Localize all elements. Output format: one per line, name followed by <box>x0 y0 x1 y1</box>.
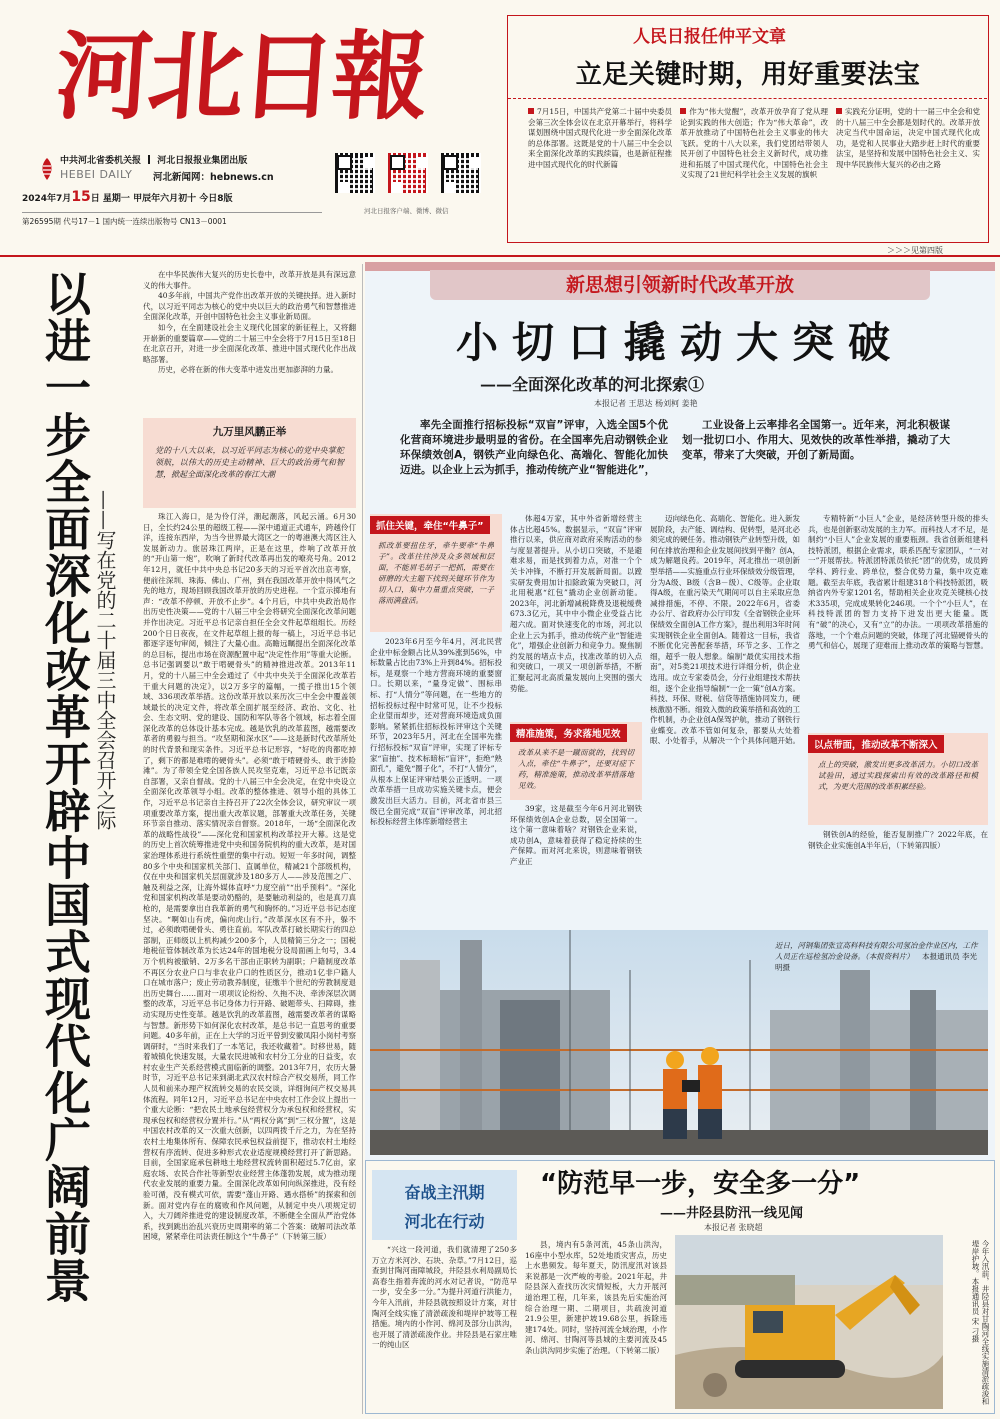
masthead-rule <box>0 255 1000 257</box>
lead-intro <box>143 270 356 416</box>
sec1-title: 抓住关键，牵住“牛鼻子” <box>370 516 490 534</box>
feature-byline: 本报记者 王思达 杨刘柯 姜艳 <box>594 399 698 408</box>
feature-col4 <box>808 514 988 730</box>
sec1-box <box>370 514 502 632</box>
flood-photo-caption: 今年入汛前，井陉县对甘陶河全线实施清淤疏浚和堤岸护坡。本报通讯员 宋 刁摄 <box>971 1240 990 1405</box>
sec2-title: 精准施策，务求落地见效 <box>510 724 627 742</box>
photo-caption-text: 近日，河钢集团张宣高科科技有限公司氢冶金作业区内，工作人员正在巡检氢冶金设备。（本报资料片） <box>775 941 978 961</box>
date-line <box>22 189 232 205</box>
website-link[interactable]: 河北新闻网：hebnews.cn <box>153 172 274 183</box>
feature-headline: 小切口撬动大突破 <box>455 318 904 367</box>
feature-col2b-text: 39家，这是截至今年6月河北钢铁环保绩效创A企业总数，居全国第一。这个第一意味着啥？对钢铁企业来说，成功创A，意味着获得了稳定持续的生产保障。而对河北来说，则意味着钢铁产业正 <box>510 804 642 866</box>
top-col3-text: 实践充分证明，党的十一届三中全会和党的十八届三中全会都是划时代的。改革开放决定当代中国命运，决定中国式现代化成功，是党和人民事业大踏步赶上时代的重要法宝，是坚持和发展中国特色社会主义、实现中华民族伟大复兴的必由之路 <box>836 107 980 169</box>
lead-headline: 以进一步全面深化改革开辟中国式现代化广阔前景 <box>38 270 92 1304</box>
lead-quote-box <box>143 418 356 508</box>
excavator-image <box>675 1235 943 1409</box>
flood-col2-text: 县，境内有5条河流，45条山洪沟，16座中小型水库，52处地质灾害点，历史上水患频发。每年夏天，防汛度汛对该县来说都是一次严峻的考验。2021年起，井陉县深入查找历次灾情短板，大力开展河道治理工程，几年来，该县先后实施治河综合治理一期、二期项目，共疏浚河道21.9公里，新建护坡19.68公里，拆除违建174处。同时，坚持河流全域治理，小作河、绵河、甘陶河等县城的主要河流及45条山洪沟同步实施了治理。（下转第二版） <box>525 1240 667 1355</box>
feature-col3-text: 迈向绿色化、高端化、智能化。进入新发展阶段，去产能、调结构、促转型，是河北必须完成的硬任务。推动钢铁产业转型升级，如何在排放治理和企业发展间找到平衡？创A，成为解题良药。2019年，河北推出一项创新型举措——实施重点行业环保绩效分级管理，分为A级、B级（含B－级）、C级等。企业取得A级，在重污染天气期间可以自主采取应急减排措施，不停、不限。2022年6月，省委办公厅、省政府办公厅印发《全省钢铁企业环保绩效全面创A工作方案》，提出利用3年时间实现钢铁企业全面创A。随着这一目标，我省不断优化完善配套举措，环节之多、工作之细，超乎一般人想象。编制“最优实用技术指南”，对5类21项技术进行详细分析，供企业选用。成立专家委员会，分行业组建技术帮扶组，逐个企业指导编制“一企一策”创A方案。科技、环保、财税、信贷等措施协同发力，硬核激励不断。细致入微的政策举措和高效的工作机制，办企业创A保驾护航，推动了钢铁行业蝶变。改革不管如何复杂，都要从大处着眼、小处着手，从解决一个个具体问题开始。 <box>650 514 800 746</box>
top-headline: 立足关键时期，用好重要法宝 <box>575 60 921 90</box>
photo-credit: 本报通讯员 李光明摄 <box>775 952 978 972</box>
sec2-box <box>510 722 642 800</box>
feature-col4b-text: 钢铁创A的经验，能否复制推广？2022年底，在钢铁企业实施创A半年后，（下转第四版） <box>808 830 988 850</box>
lead-body: 珠江入海口，是为伶仃洋，潮起潮落，风起云涌。6月30日，全长约24公里的超级工程——深中通道正式通车，跨越伶仃洋，连接东西岸，为当今世界最大湾区之一的粤港澳大湾区注入发展新动力。旅居珠江两岸，正是在这里，炸响了改革开放的“开山第一炮”，吹响了新时代改革再出发的嘹亮号角。2012年12月，就任中共中央总书记20多天的习近平首次出京考察，便前往深圳、珠海、佛山、广州，到在我国改革开放中得风气之先的地方，现场回顾我国改革开放的历史进程。一个宣示掷地有声：“改革不停顿、开放不止步”。4个月后，中共中央政治局作出历史性决策——党的十八届三中全会将研究全面深化改革问题并作出决定。习近平总书记亲自担任全会文件起草组组长。历经200个日日夜夜，在文件起草组上报的每一稿上，习近平总书记都逐字逐句审阅，倾注了大量心血。高瞻远瞩提出全面深化改革的总目标，提出市场在资源配置中起“决定性作用”等重大论断。总书记强调要以“敢于啃硬骨头”的精神推进改革。2013年11月，党的十八届三中全会通过了《中共中央关于全面深化改革若干重大问题的决定》，以2万多字的篇幅，一揽子推出15个领域、336项改革举措。这份改革开放以来历次三中全会中覆盖领域最长的决定文件，将改革全面扩展至经济、政治、文化、社会、生态文明、党的建设、国防和军队等各个领域，标志着全面深化改革的总体设计基本完成。越是饮乳的改革蓝图，越需要改革者的勇毅与担当。“攻坚期和深水区”——这是新时代改革所处的时代背景和现实条件。习近平总书记形容，“好吃的肉都吃掉了，剩下的都是难啃的硬骨头”。必须“敢于啃硬骨头、敢于涉险滩”。为了带领全党全国各族人民攻坚克难，习近平总书记既亲自部署，又亲自督战。党的十八届三中全会决定，在党中央设立全面深化改革领导小组。改革的整体推进、领导小组的具体工作，习近平总书记亲自主持召开了22次全体会议，研究审议一项项重要改革方案，提出重大改革议题，部署重大改革任务，关键环节亲自推动、落实情况亲自督察。2018年，一场“全面深化改革的战略性战役”——深化党和国家机构改革拉开大幕。这是党的历史上首次统筹推进党中央和国务院机构的重大改革，是对国家治理体系进行系统性重塑的集中行动。短短一年多时间，调整80多个中央和国家机关部门、直属单位，精减21个部级机构，仅在中央和国家机关层面就涉及180多万人——涉及范围之广、触及利益之深，让海外媒体直呼“力度空前”“出乎预料”。“深化党和国家机构改革是要动奶酪的，是要触动利益的，也是真刀真枪的，是需要拿出自我革新的勇气和胸怀的。”习近平总书记态度坚决。“啊如山有虎，偏向虎山行。”改革深水区有不升，躲不过，必须敢啃硬骨头、勇往直前。军队改革打破长期实行的四总部制，正师级以上机构减少200多个，人员精简三分之一；国税地税征管体制改革为长达24年的国地税分设局面画上句号，3.4万个机构被撤销、2万多名干部由正职转为副职；户籍制度改革不再区分农业户口与非农业户口的性质区分，推动1亿非户籍人口在城市落户；废止劳动教养制度，征缴半个世纪的劳教制度退出历史舞台……面对一项项议论纷纷、久拖不决、牵涉深层次调整的改革，习近平总书记身体力行开路、破题带头、扫障碍，推动实现历史性变革。越是饮乳的改革蓝图，越需要改革者的谋略与智慧。新形势下如何深化农村改革，是总书记一直思考的重要问题。40多年前，正在上大学的习近平曾到安徽凤阳小岗村考察调研时，“当时来我们了一本笔记，我还收藏着”。时移世易，随着城镇化快速发展，大量农民进城和农村分工分业的日益变，农村农业生产关系经营模式面临新的调整。2013年7月，农历大暑时节，习近平总书记来到湖北武汉农村综合产权交易所，同工作人员和前来办理产权流转交易的农民交谈，详细询问产权交易具体流程。同年12月，习近平总书记在中央农村工作会议上提出一个重大论断：“把农民土地承包经营权分为承包权和经营权，实现承包权和经营权分置并行。”从“两权分离”到“三权分置”，这是中国农村改革的又一次重大创新，以四两拨千斤之力，为在坚持农村土地集体所有、保障农民承包权益前提下，推动农村土地经营权有序流转、促进多种形式农业适度规模经营打开了新思路。目前，全国家庭承包耕地土地经营权流转面积超过5.7亿亩，家庭农场、农民合作社等新型农业经营主体蓬勃发展，成为推动现代农业发展的重要力量。全面深化改革如何向纵深推进，没有经验可循，没有模式可依，需要“蓬山开路、遇水搭桥”的探索和创新。面对党内存在的腐败和作风问题，从制定中央八项规定切入，大刀阔斧推进党的建设制度改革，不断健全全面从严治党体系，找到跳出治乱兴衰历史周期率的第二个答案：破解司法改革困境，紧紧牵住司法责任制这个“牛鼻子”（下转第三版） <box>143 512 356 1242</box>
lead-p4: 历史，必将在新的伟大变革中进发出更加澎湃的力量。 <box>158 365 338 375</box>
flood-subhead: ——井陉县防汛一线见闻 <box>660 1206 804 1221</box>
feature-col2 <box>510 514 642 722</box>
logo-icon <box>38 156 56 182</box>
feature-col3 <box>650 514 800 944</box>
lead-p3: 如今，在全面建设社会主义现代化国家的新征程上，又将翻开崭新的重要篇章——党的二十届三中全会将于7月15日至18日在北京召开，对进一步全面深化改革、推进中国式现代化作出战略部署。 <box>143 322 356 364</box>
flood-photo <box>675 1235 943 1409</box>
date-day: 15 <box>71 189 91 205</box>
top-col3 <box>836 107 980 170</box>
flood-tag <box>372 1170 517 1240</box>
flood-tag-line2: 河北在行动 <box>404 1212 485 1231</box>
masthead-org <box>60 153 247 166</box>
apps-caption: 河北日报客户端、微博、微信 <box>364 207 449 215</box>
top-col2-text: 作为“伟大觉醒”，改革开放孕育了党从理论到实践的伟大创造；作为“伟大革命”，改革开放推动了中国特色社会主义事业的伟大飞跃。党的十八大以来，我们党团结带领人民开创了中国特色社会主义新时代，成功推进和拓展了中国式现代化，中国特色社会主义实现了21世纪科学社会主义发展的旗帜 <box>680 107 828 179</box>
photo-caption <box>775 940 980 973</box>
feature-banner: 新思想引领新时代改革开放 <box>430 270 930 300</box>
feature-col4-text: 专精特新“小巨人”企业，是经济转型升级的排头兵，也是创新驱动发展的主力军。而科技人才不足，是制约“小巨人”企业发展的重要瓶颈。我省创新组建科技特派团，根据企业需求，联系匹配专家团队，“一对一”开展帮扶。特派团特派员依托“团”的优势，成员跨学科、跨行业、跨单位，整合优势力量，集中攻克难题。截至去年底，我省累计组建318个科技特派团，吸纳省内外专家1201名，帮助相关企业攻克关键核心技术335项，完成成果转化246项。一个个“小巨人”，在科技特派团的智力支持下迸发出更大能量。既有“破”的决心，又有“立”的办法。一项项改革措施的落地，一个个难点问题的突破，体现了河北锚硬骨头的勇气和信心，展现了迎难而上推动改革的策略与智慧。 <box>808 514 988 651</box>
sec1-quote: 抓改革要扭住牙，牵牛要牵“牛鼻子”。改革往往涉及众多领域和层面，不能眉毛胡子一把抓，需要在研磨的大主题下找到关键环节作为切入口，集中力量重点突破，一子落而满盘活。 <box>378 541 494 605</box>
flood-col1 <box>372 1245 517 1409</box>
flood-col1-text: “兴这一段河道，我们就清理了250多万立方米河沙、石块、杂草。”7月12日，巡查到甘陶河南障城段，井陉县水利局副局长高春生指着奔流的河水对记者说，“防范早一步，安全多一分。”为提升河道行洪能力，今年入汛前，井陉县就按照设计方案，对甘陶河全线实施了清淤疏浚和堤岸护坡等工程措施。境内的小作河、绵河及部分山洪沟，也开展了清淤疏浚作业。井陉县是石家庄唯一的纯山区 <box>372 1245 517 1350</box>
feature-col1 <box>370 637 502 957</box>
flood-tag-line1: 奋战主汛期 <box>404 1183 485 1202</box>
jump-link[interactable]: ＞＞＞见第四版 <box>887 246 943 255</box>
sec2-quote: 改革从来不是一蹴而就的，找到切入点，牵住“牛鼻子”，还要对症下药，精准施策，推动改革举措落地见效。 <box>518 748 634 790</box>
issue-number: 第26595期 代号17－1 国内统一连续出版物号 CN13－0001 <box>22 212 322 227</box>
feature-subhead: ——全面深化改革的河北探索① <box>480 375 705 394</box>
top-article <box>507 15 989 243</box>
feature-intro-right: 工业设备上云率排名全国第一。近年来，河北积极谋划一批切口小、作用大、见效快的改革性举措，撬动了大变革，带来了大突破，开创了新局面。 <box>682 419 950 461</box>
feature-col1-text: 2023年6月至今年4月，河北民营企业中标金额占比从39%涨到56%，中标数量占比由73%上升到84%。招标投标，是观察一个地方营商环境的重要窗口。长期以来，“量身定做”、围标串标、打“人情分”等问题，在一些地方的招标投标过程中时常可见，让不少投标企业望而却步，还对营商环境造成负面影响。紧紧抓住招标投标评审这个关键环节，2023年5月，河北在全国率先推行招标投标“双盲”评审，实现了评标专家“盲抽”、技术标暗标“盲评”，拒绝“熟面孔”，避免“圈子化”，不打“人情分”，从根本上保证评审结果公正透明。一项改革举措一旦成功实施关键卡点，便会激发出巨大活力。目前，河北省市县三级已全面完成“双盲”评审改革，河北招标投标经营主体库新增经营主 <box>370 637 502 827</box>
group-label: 河北日报报业集团出版 <box>157 156 248 166</box>
feature-intro-left: 率先全面推行招标投标“双盲”评审，入选全国5个优化营商环境进步最明显的省份。在全国率先启动钢铁企业环保绩效创A，钢铁产业向绿色化、高端化、智能化加快迈进。以企业上云为抓手，推动传统产业“智能进化”， <box>400 419 668 476</box>
qr-code-weibo[interactable] <box>388 153 428 193</box>
feature-col2-text: 体超4万家，其中外省新增经营主体占比超45%。数据显示，“双盲”评审推行以来，供应商对政府采购活动的参与度显著提升。从小切口突破，不是避难求易，而是找到着力点，对准一个个关卡冲锋，不断打开发展新局面。以蹚实研发费用加计扣除政策为突破口，河北用税惠“红包”撬动企业创新动能。2023年，河北新增减税降费及退税缓费673.3亿元，其中中小微企业受益占比超六成。面对快速变化的市场，河北以企业上云为抓手，推动传统产业“智能进化”，增强企业创新力和竞争力。聚焦制约发展的堵点卡点，找准改革的切入点和突破口，一项又一项创新举措，不断汇聚起河北高质量发展向上突围的强大势能。 <box>510 514 642 693</box>
box-title: 九万里风鹏正举 <box>212 426 287 438</box>
flood-col2 <box>525 1240 667 1410</box>
lead-p2: 40多年前，中国共产党作出改革开放的关键抉择。进入新时代，以习近平同志为核心的党中央以巨大的政治勇气和智慧推进全面深化改革，开创中国特色社会主义事业新局面。 <box>143 291 356 322</box>
lead-p1: 在中华民族伟大复兴的历史长卷中，改革开放是具有深远意义的伟大事件。 <box>143 270 356 290</box>
feature-col2b <box>510 804 642 944</box>
english-title: HEBEI DAILY <box>60 168 133 181</box>
lead-body-continued <box>30 1053 356 1413</box>
box-text: 党的十八大以来，以习近平同志为核心的党中央掌舵领航，以伟大的历史主动精神、巨大的政治勇气和智慧，掀起全面深化改革的春江大潮 <box>155 446 344 479</box>
date-prefix: 2024年7月 <box>22 194 72 204</box>
flood-headline: “防范早一步，安全多一分” <box>540 1169 861 1199</box>
top-col1 <box>528 107 672 170</box>
org-label: 中共河北省委机关报 <box>60 156 142 166</box>
sec3-title: 以点带面，推动改革不断深入 <box>808 735 944 753</box>
newspaper-title: 河北日報 <box>52 20 428 133</box>
sec3-quote: 点上的突破，激发出更多改革活力。小切口改革试验田，通过实践探索出有效的改革路径和模式，为更大范围的改革积累经验。 <box>818 760 978 791</box>
lead-subhead: ——写在党的二十届三中全会召开之际 <box>93 490 117 830</box>
feature-col4b <box>808 830 988 940</box>
qr-code-app[interactable] <box>335 153 375 193</box>
date-suffix: 日 星期一 甲辰年六月初十 今日8版 <box>90 194 233 204</box>
lead-body-column <box>143 512 356 1242</box>
top-col1-text: 7月15日，中国共产党第二十届中央委员会第三次全体会议在北京开幕举行，将科学谋划围绕中国式现代化进一步全面深化改革的总体部署。这既是党的十八届三中全会以来全面深化改革的实践续篇，也是新征程推进中国式现代化的时代新篇 <box>528 107 672 169</box>
flood-byline: 本报记者 张晓超 <box>704 1223 763 1232</box>
qr-code-wechat[interactable] <box>441 153 481 193</box>
top-kicker: 人民日报任仲平文章 <box>633 27 786 47</box>
sec3-box <box>808 733 988 825</box>
top-col2 <box>680 107 828 181</box>
